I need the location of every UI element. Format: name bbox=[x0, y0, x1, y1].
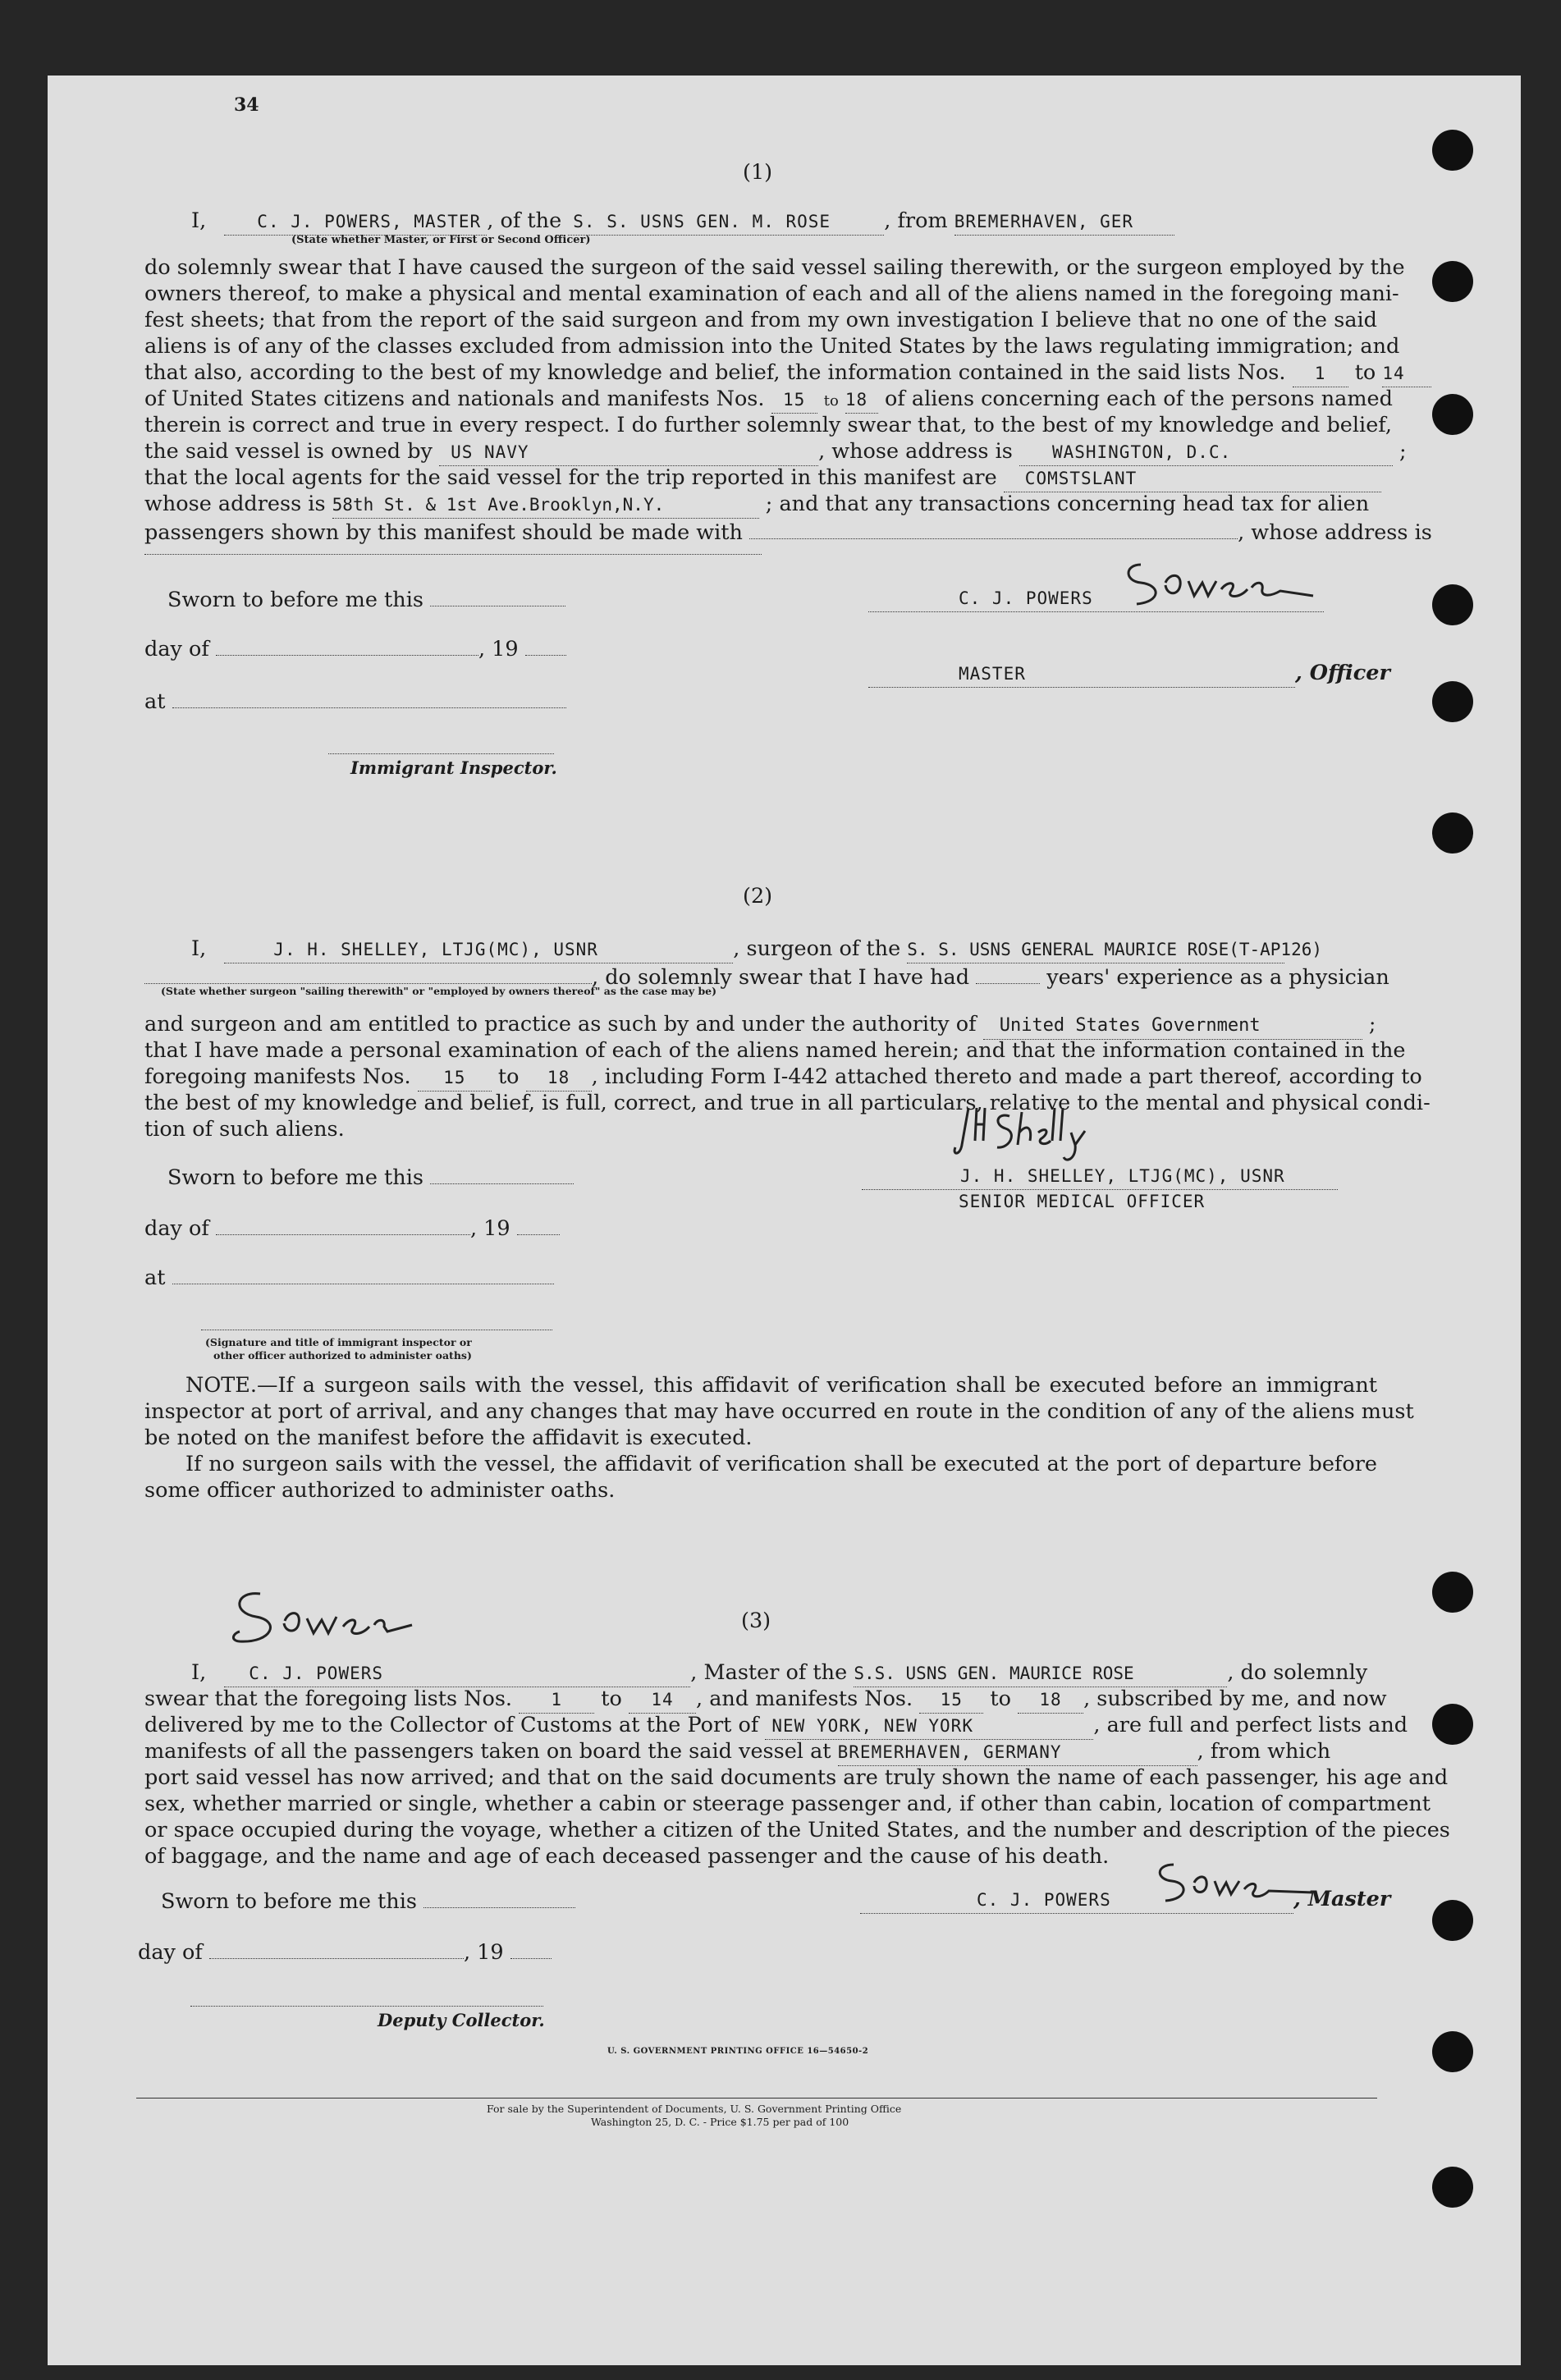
s3-l1a: , Master of the bbox=[690, 1660, 848, 1685]
s2-l5b: , including Form I-442 attached thereto and made a part thereof, according to bbox=[591, 1064, 1422, 1089]
s1-sworn-text: Sworn to before me this bbox=[167, 588, 423, 612]
s1-p9a: that the local agents for the said vessel for the trip reported in this manifest are bbox=[144, 465, 997, 490]
punch-hole bbox=[1432, 2167, 1473, 2208]
s3-l1b: , do solemnly bbox=[1227, 1660, 1368, 1685]
s2-day-of bbox=[144, 1213, 560, 1242]
s1-owner: US NAVY bbox=[451, 442, 529, 462]
s1-para-2: owners thereof, to make a physical and mental examination of each and all of the aliens named in the foregoing mani- bbox=[144, 281, 1399, 306]
s2-l3a: and surgeon and am entitled to practice as such by and under the authority of bbox=[144, 1012, 977, 1037]
section-3-number: (3) bbox=[741, 1609, 771, 1633]
s3-l3b: , are full and perfect lists and bbox=[1093, 1713, 1408, 1737]
s3-l4a: manifests of all the passengers taken on board the said vessel at bbox=[144, 1739, 831, 1764]
s1-port-from: BREMERHAVEN, GER bbox=[954, 212, 1134, 231]
s1-vessel: S. S. USNS GEN. M. ROSE bbox=[573, 212, 831, 231]
s3-line-3 bbox=[144, 1712, 1408, 1740]
s1-p8b: , whose address is bbox=[818, 439, 1013, 464]
punch-hole bbox=[1432, 1704, 1473, 1745]
s1-para-3: fest sheets; that from the report of the said surgeon and from my own investigation I believe that no one of the said bbox=[144, 308, 1377, 332]
s2-caption-2b: other officer authorized to administer oaths) bbox=[213, 1349, 472, 1362]
s1-para-4: aliens is of any of the classes excluded from admission into the United States by the laws regulating immigration; and bbox=[144, 334, 1400, 359]
s2-surgeon-of: , surgeon of the bbox=[733, 936, 901, 961]
s1-caption: (State whether Master, or First or Second Officer) bbox=[291, 234, 591, 246]
punch-hole bbox=[1432, 1572, 1473, 1613]
s1-of-the: , of the bbox=[487, 208, 562, 233]
s1-to-1: to bbox=[1354, 360, 1376, 385]
s1-p11a: passengers shown by this manifest should be made with bbox=[144, 520, 743, 545]
s1-p6a: of United States citizens and nationals and manifests Nos. bbox=[144, 387, 765, 411]
s3-port: NEW YORK, NEW YORK bbox=[771, 1716, 973, 1736]
s3-line-8: of baggage, and the name and age of each deceased passenger and the cause of his death. bbox=[144, 1844, 1110, 1869]
s2-vessel: S. S. USNS GENERAL MAURICE ROSE(T-AP126) bbox=[907, 940, 1323, 959]
s2-line-7: tion of such aliens. bbox=[144, 1117, 345, 1142]
s1-p5a: that also, according to the best of my knowledge and belief, the information contained in the said lists Nos. bbox=[144, 360, 1286, 385]
note-line-5: some officer authorized to administer oaths. bbox=[144, 1478, 616, 1503]
s1-man-from: 15 bbox=[782, 390, 806, 410]
powers-signature-4 bbox=[1149, 1856, 1321, 1914]
s2-at-text: at bbox=[144, 1266, 166, 1290]
s1-year: , 19 bbox=[478, 637, 519, 661]
s1-para-10 bbox=[144, 491, 1369, 519]
s1-p8c: ; bbox=[1399, 439, 1407, 464]
punch-hole bbox=[1432, 261, 1473, 302]
punch-hole bbox=[1432, 812, 1473, 854]
powers-signature-3 bbox=[223, 1584, 461, 1654]
s2-sig-name: J. H. SHELLEY, LTJG(MC), USNR bbox=[960, 1166, 1285, 1186]
s1-lists-from: 1 bbox=[1314, 364, 1326, 383]
s3-l2c: , subscribed by me, and now bbox=[1083, 1687, 1387, 1711]
s3-name: C. J. POWERS bbox=[249, 1664, 384, 1683]
s2-line-4: that I have made a personal examination of each of the aliens named herein; and that the information contained in the bbox=[144, 1038, 1406, 1063]
s1-officer: , Officer bbox=[1295, 661, 1390, 685]
s2-man-from: 15 bbox=[443, 1068, 466, 1087]
s3-line-7: or space occupied during the voyage, whether a citizen of the United States, and the number and description of the pieces bbox=[144, 1818, 1450, 1842]
s2-to: to bbox=[497, 1064, 520, 1089]
s2-surgeon-name: J. H. SHELLEY, LTJG(MC), USNR bbox=[273, 940, 598, 959]
note-line-2: inspector at port of arrival, and any changes that may have occurred en route in the condition of any of the aliens must bbox=[144, 1399, 1414, 1424]
s1-man-to: 18 bbox=[845, 390, 868, 410]
s2-l5a: foregoing manifests Nos. bbox=[144, 1064, 411, 1089]
s3-l2a: swear that the foregoing lists Nos. bbox=[144, 1687, 513, 1711]
punch-hole bbox=[1432, 130, 1473, 171]
printing-office: U. S. GOVERNMENT PRINTING OFFICE 16—54650-2 bbox=[607, 2047, 869, 2056]
s2-caption: (State whether surgeon "sailing therewith" or "employed by owners thereof" as the case may be) bbox=[161, 985, 717, 997]
s1-p10a: whose address is bbox=[144, 492, 326, 516]
s2-authority: United States Government bbox=[999, 1015, 1261, 1036]
s3-man-from: 15 bbox=[940, 1690, 963, 1709]
s3-l3a: delivered by me to the Collector of Customs at the Port of bbox=[144, 1713, 759, 1737]
s2-i: I, bbox=[191, 936, 207, 961]
s1-p8a: the said vessel is owned by bbox=[144, 439, 433, 464]
s3-line-2 bbox=[144, 1686, 1387, 1714]
powers-signature bbox=[1116, 548, 1346, 614]
s1-sig-name: C. J. POWERS bbox=[959, 588, 1093, 608]
s2-l3b: ; bbox=[1368, 1012, 1376, 1037]
s1-p6b: of aliens concerning each of the persons named bbox=[885, 387, 1393, 411]
punch-hole bbox=[1432, 681, 1473, 722]
s1-para-6 bbox=[144, 386, 1393, 414]
s2-line-6: the best of my knowledge and belief, is full, correct, and true in all particulars, relative to the mental and physical condi- bbox=[144, 1091, 1431, 1115]
note-line-1: NOTE.—If a surgeon sails with the vessel, this affidavit of verification shall be executed before an immigrant bbox=[185, 1373, 1377, 1398]
shelley-signature bbox=[952, 1100, 1165, 1165]
punch-hole bbox=[1432, 584, 1473, 625]
s3-man-to: 18 bbox=[1039, 1690, 1062, 1709]
s2-sig-line bbox=[862, 1162, 1338, 1190]
s1-day-of bbox=[144, 634, 566, 662]
s1-agents: COMSTSLANT bbox=[1024, 469, 1138, 488]
s3-day-of bbox=[138, 1937, 552, 1966]
s2-line-5 bbox=[144, 1064, 1422, 1092]
s3-year: , 19 bbox=[463, 1940, 504, 1965]
s1-inspector: Immigrant Inspector. bbox=[350, 757, 557, 778]
s3-sig-name: C. J. POWERS bbox=[977, 1890, 1111, 1910]
s3-day-of-text: day of bbox=[138, 1940, 203, 1965]
s1-title-line bbox=[868, 660, 1390, 688]
s1-line-1 bbox=[191, 208, 1389, 236]
s1-agents-address: 58th St. & 1st Ave.Brooklyn,N.Y. bbox=[332, 495, 665, 515]
note-line-4: If no surgeon sails with the vessel, the affidavit of verification shall be executed at the port of departure before bbox=[185, 1452, 1377, 1476]
s1-inspector-rule bbox=[328, 753, 554, 754]
footer-line-1: For sale by the Superintendent of Documents, U. S. Government Printing Office bbox=[487, 2103, 902, 2115]
s1-owner-address: WASHINGTON, D.C. bbox=[1051, 442, 1232, 462]
s3-to-1: to bbox=[601, 1687, 622, 1711]
s3-line-4 bbox=[144, 1738, 1330, 1766]
s3-lists-to: 14 bbox=[651, 1690, 674, 1709]
s3-lists-from: 1 bbox=[551, 1690, 562, 1709]
page-mark: 34 bbox=[234, 94, 259, 116]
s1-para-5 bbox=[144, 359, 1431, 387]
s3-line-6: sex, whether married or single, whether a cabin or steerage passenger and, if other than cabin, location of compartment bbox=[144, 1792, 1431, 1816]
s3-vessel: S.S. USNS GEN. MAURICE ROSE bbox=[854, 1664, 1134, 1683]
s3-master: , Master bbox=[1293, 1887, 1391, 1911]
s1-sworn bbox=[167, 584, 565, 613]
note-line-3: be noted on the manifest before the affidavit is executed. bbox=[144, 1426, 753, 1450]
s3-l4b: , from which bbox=[1197, 1739, 1331, 1764]
s1-para-8 bbox=[144, 438, 1407, 466]
s3-line-5: port said vessel has now arrived; and that on the said documents are truly shown the name of each passenger, his age and bbox=[144, 1765, 1449, 1790]
s3-sworn bbox=[161, 1886, 575, 1915]
s3-sworn-text: Sworn to before me this bbox=[161, 1889, 417, 1914]
s2-year: , 19 bbox=[469, 1216, 510, 1241]
s2-l2a: , do solemnly swear that I have had bbox=[592, 965, 970, 990]
s3-to-2: to bbox=[990, 1687, 1011, 1711]
s3-port-from: BREMERHAVEN, GERMANY bbox=[837, 1742, 1062, 1762]
s1-p11b: , whose address is bbox=[1238, 520, 1432, 545]
s1-sig-title: MASTER bbox=[959, 664, 1026, 684]
footer-rule bbox=[136, 2098, 1377, 2099]
s2-day-of-text: day of bbox=[144, 1216, 209, 1241]
s2-sworn-text: Sworn to before me this bbox=[167, 1165, 423, 1190]
s1-at bbox=[144, 686, 566, 715]
s3-rule bbox=[190, 2006, 543, 2007]
s2-caption-2a: (Signature and title of immigrant inspector or bbox=[205, 1336, 472, 1348]
s3-l2b: , and manifests Nos. bbox=[695, 1687, 913, 1711]
section-2-number: (2) bbox=[743, 884, 773, 909]
s1-lists-to: 14 bbox=[1382, 364, 1405, 383]
s2-sig-title: SENIOR MEDICAL OFFICER bbox=[959, 1192, 1206, 1211]
section-1-number: (1) bbox=[743, 160, 773, 185]
s2-line-3 bbox=[144, 1011, 1376, 1040]
s1-para-7: therein is correct and true in every respect. I do further solemnly swear that, to the best of my knowledge and belief, bbox=[144, 413, 1392, 437]
punch-hole bbox=[1432, 394, 1473, 435]
s3-collector: Deputy Collector. bbox=[378, 2010, 545, 2030]
s1-name-title: C. J. POWERS, MASTER bbox=[257, 212, 482, 231]
s2-man-to: 18 bbox=[547, 1068, 570, 1087]
punch-hole bbox=[1432, 2031, 1473, 2072]
punch-hole bbox=[1432, 1900, 1473, 1941]
s1-i: I, bbox=[191, 208, 207, 233]
s2-sworn bbox=[167, 1162, 574, 1191]
s2-at bbox=[144, 1262, 554, 1291]
footer-line-2: Washington 25, D. C. - Price $1.75 per pad of 100 bbox=[591, 2116, 849, 2128]
s1-para-9 bbox=[144, 465, 1381, 492]
s1-para-11 bbox=[144, 517, 1432, 546]
s2-l2b: years' experience as a physician bbox=[1046, 965, 1389, 990]
s1-para-1: do solemnly swear that I have caused the surgeon of the said vessel sailing therewith, or the surgeon employed by the bbox=[144, 255, 1405, 280]
s2-line-1 bbox=[191, 936, 1323, 963]
s1-p10b: ; and that any transactions concerning head tax for alien bbox=[765, 492, 1370, 516]
s3-line-1 bbox=[191, 1659, 1367, 1687]
s1-to-2: to bbox=[823, 392, 839, 410]
s3-i: I, bbox=[191, 1660, 207, 1685]
s1-rule bbox=[144, 554, 762, 555]
s1-day-of-text: day of bbox=[144, 637, 209, 661]
s1-from: , from bbox=[884, 208, 948, 233]
s1-at-text: at bbox=[144, 689, 166, 714]
